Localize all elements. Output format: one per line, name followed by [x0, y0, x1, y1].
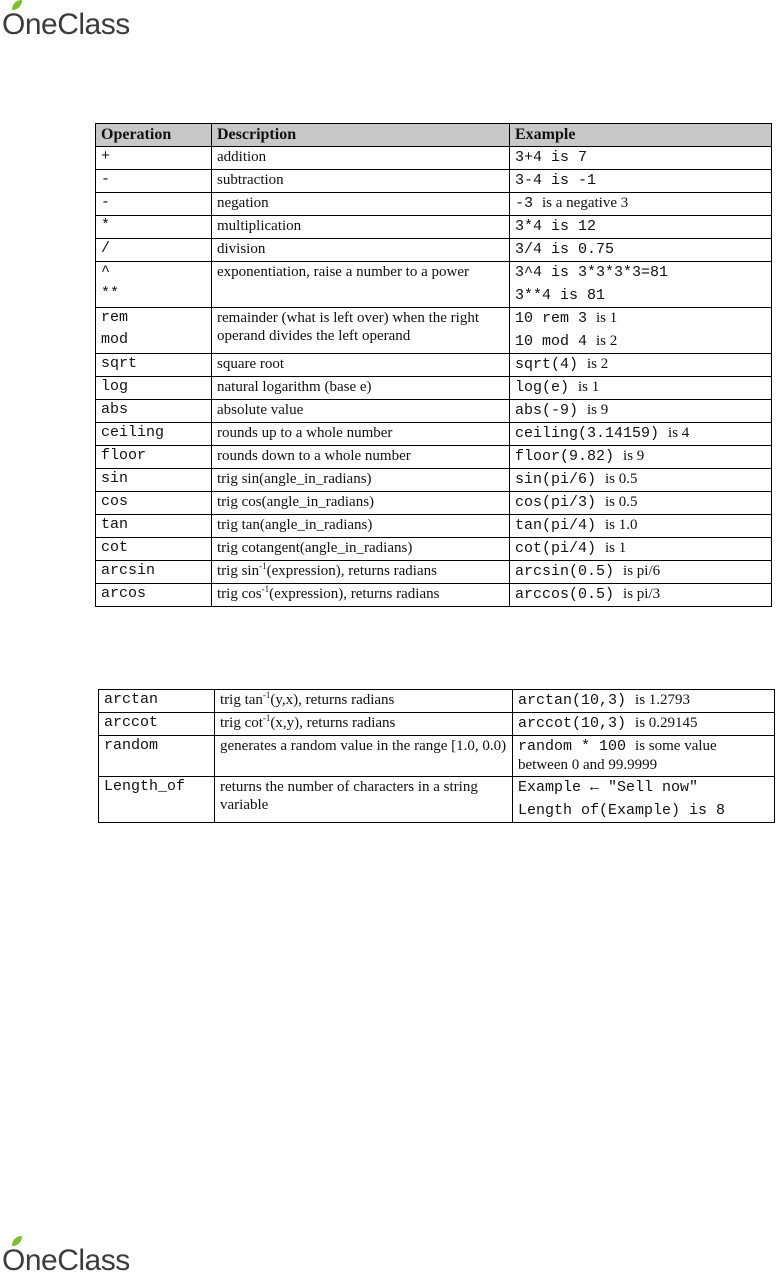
example-code: 3+4 is 7 — [515, 149, 588, 166]
example-line — [518, 801, 769, 820]
example-line — [515, 585, 766, 604]
table-row — [96, 354, 772, 377]
operation-symbol: random — [104, 737, 159, 754]
example-text: is 9 — [623, 448, 645, 464]
table-row — [96, 377, 772, 400]
operation-cell — [96, 147, 212, 170]
table-row — [96, 515, 772, 538]
example-line — [515, 355, 766, 374]
operation-cell — [96, 515, 212, 538]
example-text: is 1.0 — [605, 517, 638, 533]
example-line — [515, 401, 766, 420]
description-text: (x,y), returns radians — [270, 715, 396, 731]
description-text: rounds down to a whole number — [217, 448, 411, 464]
superscript-text: -1 — [262, 713, 271, 723]
example-code: cot(pi/4) — [515, 540, 606, 557]
description-cell — [212, 262, 510, 308]
operation-symbol: - — [101, 171, 111, 188]
operations-table-continued — [98, 689, 775, 823]
example-line — [515, 263, 766, 282]
operation-symbol: log — [101, 378, 129, 395]
oneclass-logo: O neClass — [2, 2, 130, 42]
example-line — [515, 171, 766, 190]
example-cell — [510, 377, 772, 400]
description-cell — [212, 584, 510, 607]
example-cell — [510, 538, 772, 561]
table-row — [96, 400, 772, 423]
example-code: Example ← "Sell now" — [518, 779, 699, 796]
table-row — [96, 446, 772, 469]
example-code: Length of(Example) is 8 — [518, 802, 726, 819]
table-row — [96, 193, 772, 216]
example-cell — [510, 492, 772, 515]
header-operation: Operation — [96, 124, 212, 147]
description-text: subtraction — [217, 172, 284, 188]
description-text: absolute value — [217, 402, 304, 418]
operation-cell — [96, 377, 212, 400]
example-cell — [510, 308, 772, 354]
description-cell — [212, 193, 510, 216]
operation-symbol: Length_of — [104, 778, 186, 795]
description-text: returns the number of characters in a string variable — [220, 779, 478, 813]
header-description: Description — [212, 124, 510, 147]
operation-cell — [96, 308, 212, 354]
example-cell — [510, 423, 772, 446]
description-text: (expression), returns radians — [266, 563, 437, 579]
operation-symbol: abs — [101, 401, 129, 418]
operation-cell — [99, 690, 215, 713]
table-row — [96, 170, 772, 193]
description-cell — [212, 538, 510, 561]
description-cell — [212, 377, 510, 400]
example-cell — [510, 170, 772, 193]
example-code: abs(-9) — [515, 402, 588, 419]
example-code: arctan(10,3) — [518, 692, 636, 709]
description-text: (y,x), returns radians — [270, 692, 395, 708]
operation-cell — [96, 423, 212, 446]
example-line — [515, 539, 766, 558]
example-cell — [513, 777, 775, 823]
operation-symbol: arctan — [104, 691, 159, 708]
example-text: is 2 — [596, 333, 618, 349]
operation-cell — [99, 777, 215, 823]
example-code: tan(pi/4) — [515, 517, 606, 534]
example-cell — [510, 147, 772, 170]
example-cell — [510, 469, 772, 492]
operation-cell — [96, 262, 212, 308]
table-row — [96, 308, 772, 354]
example-text: is 0.5 — [605, 471, 638, 487]
description-text: square root — [217, 356, 285, 372]
description-text: division — [217, 241, 266, 257]
description-cell — [212, 492, 510, 515]
description-text: trig sin — [217, 563, 260, 579]
example-text: is 0.5 — [605, 494, 638, 510]
description-cell — [212, 561, 510, 584]
example-code: arcsin(0.5) — [515, 563, 624, 580]
description-text: trig cos(angle_in_radians) — [217, 494, 375, 510]
table-row — [96, 423, 772, 446]
description-cell — [212, 515, 510, 538]
operations-table-body — [96, 147, 772, 607]
description-text: trig cos — [217, 586, 262, 602]
description-cell — [212, 423, 510, 446]
example-text: is 1 — [596, 310, 618, 326]
example-cell — [510, 515, 772, 538]
example-code: log(e) — [515, 379, 579, 396]
example-code: 10 rem 3 — [515, 310, 597, 327]
example-code: floor(9.82) — [515, 448, 624, 465]
example-text: is 2 — [587, 356, 609, 372]
example-line — [515, 217, 766, 236]
description-cell — [212, 239, 510, 262]
operation-symbol: * — [101, 217, 111, 234]
table-row — [99, 777, 775, 823]
table-row — [96, 147, 772, 170]
description-cell — [215, 736, 513, 777]
example-code: -3 — [515, 195, 543, 212]
example-cell — [510, 561, 772, 584]
example-text: is pi/6 — [623, 563, 661, 579]
table-header-row — [96, 124, 772, 147]
example-cell — [513, 713, 775, 736]
operation-cell — [96, 561, 212, 584]
example-line — [515, 148, 766, 167]
example-code: 10 mod 4 — [515, 333, 597, 350]
description-text: trig sin(angle_in_radians) — [217, 471, 372, 487]
example-cell — [510, 446, 772, 469]
description-text: exponentiation, raise a number to a power — [217, 264, 469, 280]
superscript-text: -1 — [261, 584, 270, 594]
example-code: 3*4 is 12 — [515, 218, 597, 235]
example-code: random * 100 — [518, 738, 636, 755]
operations-table — [95, 123, 772, 607]
operation-symbol: tan — [101, 516, 129, 533]
example-code: cos(pi/3) — [515, 494, 606, 511]
table-row — [96, 262, 772, 308]
example-text: is 4 — [668, 425, 690, 441]
operation-symbol: + — [101, 148, 111, 165]
example-line — [515, 493, 766, 512]
description-text: multiplication — [217, 218, 302, 234]
description-cell — [215, 690, 513, 713]
operation-cell — [96, 584, 212, 607]
description-cell — [212, 469, 510, 492]
table-row — [99, 736, 775, 777]
example-code: ceiling(3.14159) — [515, 425, 669, 442]
example-line — [515, 447, 766, 466]
operation-symbol: floor — [101, 447, 147, 464]
example-line — [515, 194, 766, 213]
example-text: is 1 — [605, 540, 627, 556]
leaf-icon — [11, 1235, 23, 1247]
example-cell — [513, 736, 775, 777]
example-line — [518, 714, 769, 733]
example-text: is some value between 0 and 99.9999 — [518, 738, 717, 773]
operation-symbol: ceiling — [101, 424, 165, 441]
description-text: trig tan — [220, 692, 263, 708]
example-cell — [510, 239, 772, 262]
description-text: trig cotangent(angle_in_radians) — [217, 540, 413, 556]
description-cell — [212, 308, 510, 354]
description-cell — [212, 446, 510, 469]
description-text: natural logarithm (base e) — [217, 379, 372, 395]
example-line — [515, 470, 766, 489]
table-row — [96, 561, 772, 584]
description-cell — [212, 400, 510, 423]
example-text: is 1 — [578, 379, 600, 395]
header-example: Example — [510, 124, 772, 147]
operation-cell — [96, 170, 212, 193]
example-line — [515, 286, 766, 305]
operation-cell — [99, 713, 215, 736]
description-cell — [215, 713, 513, 736]
table-row — [99, 690, 775, 713]
operation-cell — [96, 216, 212, 239]
superscript-text: -1 — [259, 561, 267, 571]
operation-cell — [96, 239, 212, 262]
description-cell — [212, 216, 510, 239]
example-code: sqrt(4) — [515, 356, 588, 373]
example-line — [515, 332, 766, 351]
description-cell — [212, 170, 510, 193]
description-cell — [212, 354, 510, 377]
operation-symbol: arcos — [101, 585, 147, 602]
operation-cell — [96, 193, 212, 216]
example-cell — [510, 262, 772, 308]
description-text: addition — [217, 149, 267, 165]
description-text: rounds up to a whole number — [217, 425, 393, 441]
example-cell — [513, 690, 775, 713]
example-line — [515, 309, 766, 328]
example-code: 3/4 is 0.75 — [515, 241, 615, 258]
example-line — [518, 737, 769, 774]
example-cell — [510, 193, 772, 216]
example-text: is 9 — [587, 402, 609, 418]
example-text: is pi/3 — [623, 586, 661, 602]
example-code: arccot(10,3) — [518, 715, 636, 732]
example-line — [518, 691, 769, 710]
table-row — [96, 492, 772, 515]
operation-cell — [96, 492, 212, 515]
example-cell — [510, 584, 772, 607]
operation-symbol: cos — [101, 493, 129, 510]
operation-cell — [96, 446, 212, 469]
description-cell — [215, 777, 513, 823]
table-row — [96, 239, 772, 262]
table-row — [99, 713, 775, 736]
example-code: arccos(0.5) — [515, 586, 624, 603]
table-row — [96, 216, 772, 239]
operation-symbol: arccot — [104, 714, 159, 731]
example-text: is 0.29145 — [635, 715, 698, 731]
example-line — [515, 240, 766, 259]
example-cell — [510, 216, 772, 239]
example-line — [515, 516, 766, 535]
example-line — [515, 424, 766, 443]
operation-symbol: sqrt — [101, 355, 138, 372]
table-row — [96, 584, 772, 607]
description-text: trig cot — [220, 715, 263, 731]
operation-symbol: - — [101, 194, 111, 211]
example-cell — [510, 400, 772, 423]
example-code: 3-4 is -1 — [515, 172, 597, 189]
operations-table-continued-body — [99, 690, 775, 823]
operation-symbol: cot — [101, 539, 129, 556]
operation-symbol: arcsin — [101, 562, 156, 579]
example-code: 3**4 is 81 — [515, 287, 606, 304]
operation-symbol: / — [101, 240, 111, 257]
operation-symbol: mod — [101, 331, 129, 348]
description-text: (expression), returns radians — [269, 586, 440, 602]
table-row — [96, 469, 772, 492]
operation-cell — [96, 354, 212, 377]
operation-cell — [96, 469, 212, 492]
example-cell — [510, 354, 772, 377]
operation-symbol: sin — [101, 470, 129, 487]
description-text: negation — [217, 195, 269, 211]
description-text: trig tan(angle_in_radians) — [217, 517, 373, 533]
description-text: generates a random value in the range [1.0, 0.0) — [220, 738, 507, 754]
example-code: 3^4 is 3*3*3*3=81 — [515, 264, 669, 281]
example-text: is 1.2793 — [635, 692, 691, 708]
oneclass-logo-footer: O neClass — [2, 1238, 130, 1278]
superscript-text: -1 — [262, 690, 271, 700]
description-cell — [212, 147, 510, 170]
example-line — [515, 562, 766, 581]
example-code: sin(pi/6) — [515, 471, 606, 488]
example-line — [518, 778, 769, 797]
operation-symbol: rem — [101, 309, 129, 326]
operation-symbol: ^ — [101, 263, 111, 280]
leaf-icon — [11, 0, 23, 11]
example-line — [515, 378, 766, 397]
operation-symbol: ** — [101, 285, 120, 302]
example-text: is a negative 3 — [542, 195, 629, 211]
operation-cell — [99, 736, 215, 777]
operation-cell — [96, 538, 212, 561]
operation-cell — [96, 400, 212, 423]
description-text: remainder (what is left over) when the right operand divides the left operand — [217, 310, 479, 344]
table-row — [96, 538, 772, 561]
